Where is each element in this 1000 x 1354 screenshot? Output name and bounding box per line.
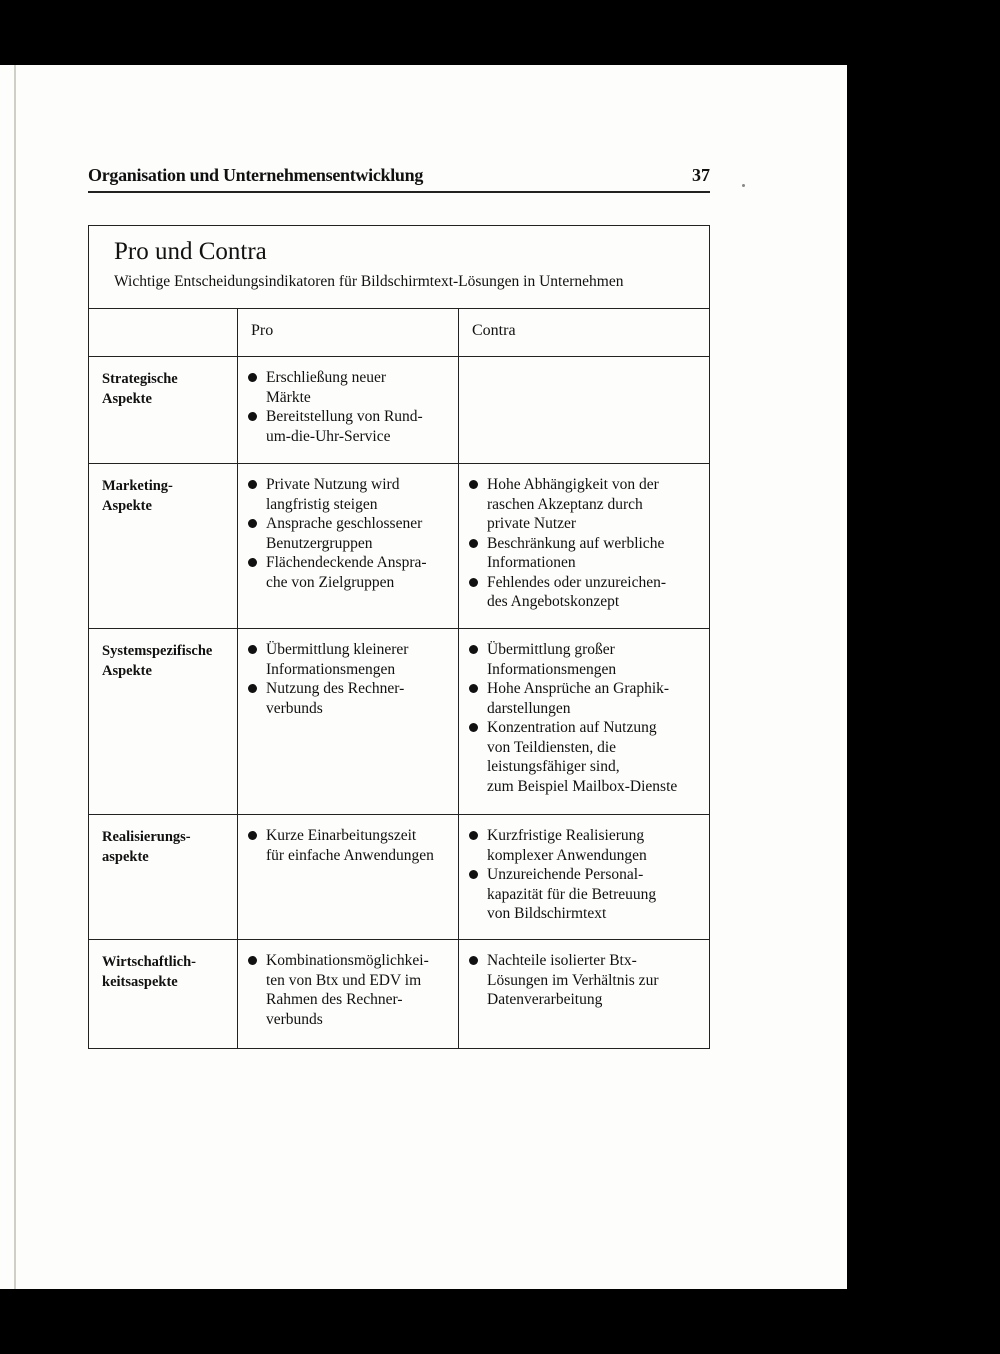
bullet-text: Lösungen im Verhältnis zur	[487, 971, 659, 989]
divider	[89, 939, 709, 940]
bullet-text: Benutzergruppen	[266, 534, 373, 552]
bullet-text: Informationsmengen	[487, 660, 617, 678]
bullet-text: Private Nutzung wird	[266, 476, 400, 493]
bullet-text: private Nutzer	[487, 515, 577, 532]
pro-contra-box	[88, 225, 710, 1049]
bullet-icon	[248, 645, 257, 654]
bullet-text: Informationsmengen	[266, 660, 396, 678]
divider	[89, 463, 709, 464]
bullet-text: Märkte	[266, 388, 311, 406]
bullet-item	[459, 573, 704, 612]
bullet-item	[459, 865, 704, 924]
header-contra: Contra	[472, 322, 516, 339]
divider	[89, 628, 709, 629]
bullet-text: Hohe Ansprüche an Graphik-	[487, 680, 670, 697]
bullet-icon	[248, 684, 257, 693]
bullet-text: Kombinationsmöglichkei-	[266, 952, 429, 969]
bullet-item	[459, 534, 704, 573]
bullet-item	[459, 679, 704, 718]
bullet-icon	[248, 519, 257, 528]
bullet-item	[459, 475, 704, 534]
bullet-item	[238, 679, 456, 718]
bullet-icon	[248, 558, 257, 567]
bullet-text: von Bildschirmtext	[487, 905, 607, 922]
divider	[89, 356, 709, 357]
bullet-text: Datenverarbeitung	[487, 991, 603, 1008]
bullet-text: komplexer Anwendungen	[487, 846, 647, 864]
divider	[89, 814, 709, 815]
pro-cell	[238, 951, 456, 1029]
bullet-icon	[469, 539, 478, 548]
row-label	[102, 477, 237, 516]
bullet-text: von Teildiensten, die	[487, 738, 617, 756]
row-label-line: Strategische	[102, 371, 178, 387]
bullet-icon	[469, 480, 478, 489]
row-label-line: Aspekte	[102, 497, 152, 514]
contra-cell	[459, 475, 704, 612]
row-label-line: Aspekte	[102, 662, 152, 679]
bullet-text: Erschließung neuer	[266, 369, 387, 386]
bullet-item	[238, 640, 456, 679]
bullet-item	[238, 826, 456, 865]
contra-cell	[459, 951, 704, 1010]
row-label	[102, 828, 237, 867]
bullet-icon	[469, 578, 478, 587]
bullet-text: raschen Akzeptanz durch	[487, 495, 643, 513]
bullet-icon	[469, 870, 478, 879]
bullet-item	[238, 514, 456, 553]
bullet-icon	[248, 831, 257, 840]
bullet-text: Rahmen des Rechner-	[266, 991, 403, 1008]
page-gutter	[14, 65, 16, 1289]
chapter-title: Organisation und Unternehmensentwicklung	[88, 165, 424, 185]
bullet-icon	[469, 645, 478, 654]
bullet-item	[459, 718, 704, 796]
bullet-text: verbunds	[266, 699, 323, 717]
bullet-text: Beschränkung auf werbliche	[487, 534, 665, 552]
bullet-text: Fehlendes oder unzureichen-	[487, 573, 667, 591]
bullet-text: zum Beispiel Mailbox-Dienste	[487, 777, 678, 795]
bullet-text: Kurzfristige Realisierung	[487, 827, 645, 844]
bullet-icon	[469, 723, 478, 732]
bullet-text: um-die-Uhr-Service	[266, 427, 391, 445]
bullet-text: Informationen	[487, 554, 576, 571]
row-label-line: Wirtschaftlich-	[102, 954, 196, 970]
bullet-item	[238, 407, 456, 446]
bullet-text: ten von Btx und EDV im	[266, 971, 422, 989]
bullet-icon	[248, 480, 257, 489]
bullet-text: für einfache Anwendungen	[266, 846, 434, 864]
bullet-icon	[248, 956, 257, 965]
running-header	[88, 163, 710, 193]
bullet-icon	[469, 956, 478, 965]
bullet-text: Übermittlung kleinerer	[266, 641, 409, 658]
contra-cell	[459, 640, 704, 796]
box-title: Pro und Contra	[114, 238, 267, 265]
bullet-item	[238, 475, 456, 514]
bullet-item	[459, 640, 704, 679]
row-label-line: aspekte	[102, 848, 149, 865]
pro-cell	[238, 475, 456, 592]
row-label	[102, 370, 237, 409]
header-pro: Pro	[251, 322, 274, 339]
bullet-text: Ansprache geschlossener	[266, 515, 423, 532]
row-label-line: keitsaspekte	[102, 973, 178, 990]
bullet-text: Konzentration auf Nutzung	[487, 719, 657, 736]
pro-cell	[238, 640, 456, 718]
bullet-text: Flächendeckende Anspra-	[266, 554, 427, 571]
divider	[89, 308, 709, 309]
bullet-item	[459, 826, 704, 865]
bullet-text: Nutzung des Rechner-	[266, 680, 405, 697]
box-subtitle: Wichtige Entscheidungsindikatoren für Bildschirmtext-Lösungen in Unternehmen	[114, 273, 624, 290]
speck	[742, 184, 745, 187]
bullet-item	[238, 951, 456, 1029]
contra-cell	[459, 826, 704, 924]
bullet-icon	[469, 684, 478, 693]
bullet-item	[238, 553, 456, 592]
bullet-text: Übermittlung großer	[487, 641, 615, 658]
bullet-icon	[248, 412, 257, 421]
bullet-text: kapazität für die Betreuung	[487, 885, 657, 903]
bullet-text: Kurze Einarbeitungszeit	[266, 827, 417, 844]
bullet-text: Hohe Abhängigkeit von der	[487, 476, 659, 493]
pro-cell	[238, 826, 456, 865]
bullet-icon	[248, 373, 257, 382]
bullet-item	[238, 368, 456, 407]
row-label-line: Realisierungs-	[102, 829, 191, 845]
bullet-text: leistungsfähiger sind,	[487, 758, 620, 775]
bullet-text: des Angebotskonzept	[487, 593, 620, 610]
bullet-text: Unzureichende Personal-	[487, 866, 644, 883]
row-label-line: Aspekte	[102, 390, 152, 407]
bullet-text: langfristig steigen	[266, 495, 378, 513]
bullet-text: darstellungen	[487, 699, 571, 717]
bullet-icon	[469, 831, 478, 840]
row-label-line: Systemspezifische	[102, 643, 213, 659]
row-label	[102, 642, 237, 681]
bullet-text: Nachteile isolierter Btx-	[487, 952, 637, 969]
bullet-item	[459, 951, 704, 1010]
bullet-text: verbunds	[266, 1010, 323, 1028]
page-number: 37	[692, 165, 710, 185]
row-label-line: Marketing-	[102, 478, 173, 494]
row-label	[102, 953, 237, 992]
pro-cell	[238, 368, 456, 446]
bullet-text: che von Zielgruppen	[266, 573, 395, 591]
bullet-text: Bereitstellung von Rund-	[266, 408, 423, 425]
